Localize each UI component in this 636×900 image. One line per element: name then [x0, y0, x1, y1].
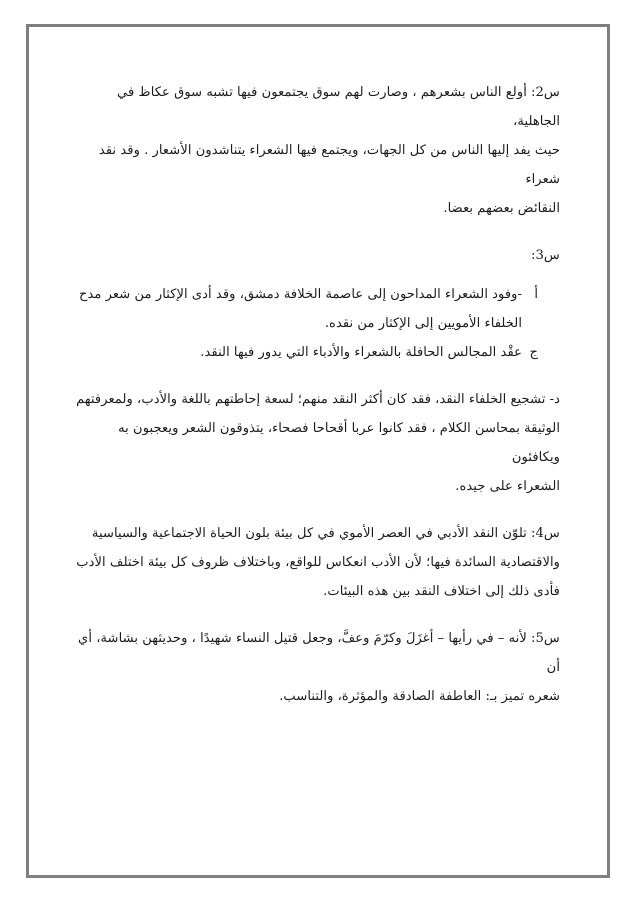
q3-item-a-cont	[70, 309, 560, 338]
q5-line-2: شعره تميز بـ: العاطفة الصادقة والمؤثرة، والتناسب.	[279, 689, 560, 704]
q4-line-2: والاقتصادية السائدة فيها؛ لأن الأدب انعكاس للواقع، وباختلاف ظروف كل بيئة اختلف الأدب	[76, 555, 560, 570]
q3-item-d-line-2: الوثيقة بمحاسن الكلام ، فقد كانوا عربا أقحاحا فصحاء، يتذوقون الشعر ويعجبون به ويكافئون	[118, 421, 560, 465]
q5-line-1: س5: لأنه – في رأيها – أغزَلَ وكرّمَ وعفَّ، وجعل قتيل النساء شهيدًا ، وحديثهن بشاشة، أي أن	[78, 631, 560, 675]
q4-line-3: فأدى ذلك إلى اختلاف النقد بين هذه البيئات.	[323, 584, 560, 599]
answer-q5	[70, 624, 560, 711]
q3-item-d-line-1: د- تشجيع الخلفاء النقد، فقد كان أكثر النقد منهم؛ لسعة إحاطتهم باللغة والأدب، ولمعرفتهم	[76, 392, 560, 407]
q3-item-d-line-3: الشعراء على جيده.	[455, 479, 560, 494]
q3-label: س3:	[531, 248, 560, 263]
q3-item-c	[70, 338, 560, 367]
q3-item-a-line-1: -وفود الشعراء المداحون إلى عاصمة الخلافة دمشق، وقد أدى الإكثار من شعر مدح	[78, 287, 522, 302]
answer-q4	[70, 519, 560, 606]
q2-line-3: النقائض بعضهم بعضا.	[443, 201, 560, 216]
q3-item-a-line-2: الخلفاء الأمويين إلى الإكثار من نقده.	[324, 316, 522, 331]
q3-item-c-mark: ج	[529, 345, 538, 360]
q3-item-c-line: عقْد المجالس الحافلة بالشعراء والأدباء التي يدور فيها النقد.	[200, 345, 522, 360]
answer-q2	[70, 78, 560, 223]
q2-line-2: حيث يفد إليها الناس من كل الجهات، ويجتمع فيها الشعراء يتناشدون الأشعار . وقد نقد شعراء	[98, 143, 560, 187]
q3-item-a	[70, 280, 560, 309]
answer-q3	[70, 241, 560, 501]
q4-line-1: س4: تلوّن النقد الأدبي في العصر الأموي في كل بيئة بلون الحياة الاجتماعية والسياسية	[91, 526, 560, 541]
document-body	[70, 78, 560, 711]
q2-line-1: س2: أولع الناس بشعرهم ، وصارت لهم سوق يجتمعون فيها تشبه سوق عكاظ في الجاهلية،	[117, 85, 560, 129]
q3-item-a-mark: أ	[534, 287, 538, 302]
q3-item-d	[70, 385, 560, 501]
